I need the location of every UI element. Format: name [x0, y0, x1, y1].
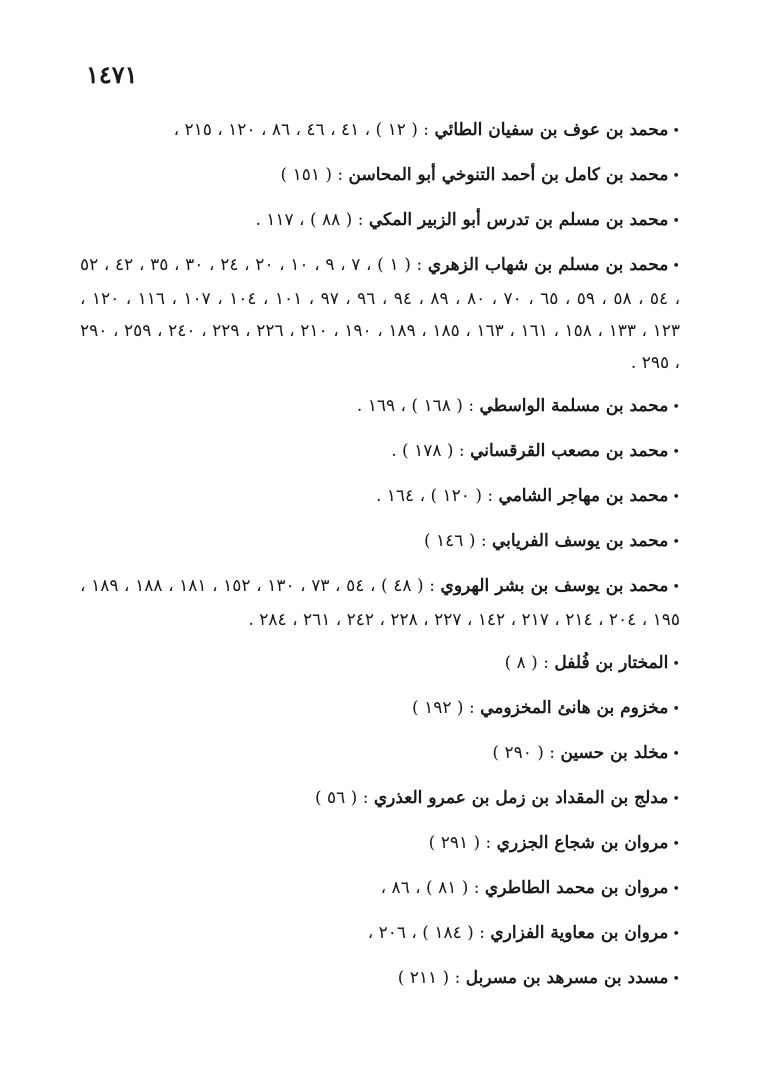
bullet-icon: •	[672, 792, 680, 807]
index-entry	[80, 570, 680, 636]
entry-references: : ( ٥٦ )	[314, 788, 374, 808]
entry-references: : ( ١٩٢ )	[412, 698, 481, 718]
page-number: ١٤٧١	[86, 60, 138, 89]
bullet-icon: •	[672, 580, 681, 595]
narrator-name: مخزوم بن هانئ المخزومي	[480, 698, 669, 718]
index-entry	[80, 782, 680, 816]
narrator-name: مروان بن معاوية الفزاري	[490, 923, 669, 943]
narrator-name: محمد بن يوسف الفريابي	[492, 531, 669, 551]
narrator-name: مخلد بن حسين	[560, 743, 669, 763]
entry-references: : ( ١ ) ، ٧ ، ٩ ، ١٠ ، ٢٠ ، ٢٤ ، ٣٠ ، ٣٥ ، ٤٢ ، ٥٢ ، ٥٤ ، ٥٨ ، ٥٩ ، ٦٥ ، ٧٠ ، ٨٠ ، ٨٩ ، ٩٤ ، ٩٦ ، ٩٧ ، ١٠١ ، ١٠٤ ، ١٠٧ ، ١١٦ ، ١٢٠ ، ١٢٣ ، ١٣٣ ، ١٥٨ ، ١٦١ ، ١٦٣ ، ١٨٥ ، ١٨٩ ، ١٩٠ ، ٢١٠ ، ٢٢٦ ، ٢٢٩ ، ٢٤٠ ، ٢٥٩ ، ٢٩٠ ، ٢٩٥ .	[80, 255, 681, 373]
index-entry	[80, 204, 680, 238]
narrator-name: مسدد بن مسرهد بن مسربل	[465, 968, 669, 988]
narrator-name: مروان بن محمد الطاطري	[484, 878, 669, 898]
index-entry	[80, 390, 680, 424]
bullet-icon: •	[672, 214, 680, 229]
entry-references: : ( ١٨٤ ) ، ٢٠٦ ،	[367, 923, 491, 943]
narrator-name: محمد بن يوسف بن بشر الهروي	[440, 576, 669, 596]
bullet-icon: •	[672, 445, 680, 460]
entry-references: : ( ١٢ ) ، ٤١ ، ٤٦ ، ٨٦ ، ١٢٠ ، ٢١٥ ،	[173, 120, 435, 140]
narrator-name: محمد بن مصعب القرقساني	[470, 441, 669, 461]
narrator-name: محمد بن مسلم بن تدرس أبو الزبير المكي	[368, 210, 669, 230]
bullet-icon: •	[672, 169, 680, 184]
index-entry	[80, 692, 680, 726]
entry-references: : ( ٢١١ )	[397, 968, 466, 988]
index-entry	[80, 435, 680, 469]
bullet-icon: •	[672, 702, 680, 717]
index-entry	[80, 114, 680, 148]
narrator-name: محمد بن كامل بن أحمد التنوخي أبو المحاسن	[348, 165, 669, 185]
entry-references: : ( ١٢٠ ) ، ١٦٤ .	[375, 486, 499, 506]
index-entry	[80, 827, 680, 861]
bullet-icon: •	[672, 837, 680, 852]
index-entry	[80, 647, 680, 681]
entry-references: : ( ٢٩٠ )	[492, 743, 561, 763]
narrator-name: محمد بن مسلم بن شهاب الزهري	[427, 255, 669, 275]
entry-references: : ( ١٧٨ ) .	[391, 441, 471, 461]
bullet-icon: •	[672, 124, 680, 139]
index-entry	[80, 249, 680, 379]
narrator-name: محمد بن مسلمة الواسطي	[479, 396, 669, 416]
bullet-icon: •	[672, 490, 680, 505]
entry-references: : ( ١٥١ )	[280, 165, 349, 185]
bullet-icon: •	[672, 400, 680, 415]
bullet-icon: •	[672, 259, 680, 274]
narrator-name: المختار بن فُلفل	[554, 653, 669, 673]
index-entry	[80, 872, 680, 906]
index-entry	[80, 737, 680, 771]
narrator-name: محمد بن عوف بن سفيان الطائي	[434, 120, 669, 140]
narrator-name: مدلج بن المقداد بن زمل بن عمرو العذري	[373, 788, 669, 808]
bullet-icon: •	[672, 972, 680, 987]
bullet-icon: •	[672, 882, 680, 897]
entry-references: : ( ٤٨ ) ، ٥٤ ، ٧٣ ، ١٣٠ ، ١٥٢ ، ١٨١ ، ١٨٨ ، ١٨٩ ، ١٩٥ ، ٢٠٤ ، ٢١٤ ، ٢١٧ ، ١٤٢ ، ٢٢٧ ، ٢٢٨ ، ٢٤٢ ، ٢٦١ ، ٢٨٤ .	[80, 576, 680, 630]
index-entries	[80, 114, 680, 1007]
entry-references: : ( ٢٩١ )	[428, 833, 497, 853]
index-entry	[80, 525, 680, 559]
narrator-name: مروان بن شجاع الجزري	[496, 833, 669, 853]
entry-references: : ( ١٦٨ ) ، ١٦٩ .	[356, 396, 480, 416]
bullet-icon: •	[672, 927, 680, 942]
index-entry	[80, 962, 680, 996]
bullet-icon: •	[672, 535, 680, 550]
narrator-name: محمد بن مهاجر الشامي	[498, 486, 669, 506]
index-entry	[80, 917, 680, 951]
bullet-icon: •	[672, 747, 680, 762]
entry-references: : ( ٨٨ ) ، ١١٧ .	[255, 210, 369, 230]
index-entry	[80, 480, 680, 514]
entry-references: : ( ١٤٦ )	[423, 531, 493, 551]
entry-references: : ( ٨ )	[504, 653, 555, 673]
index-entry	[80, 159, 680, 193]
entry-references: : ( ٨١ ) ، ٨٦ ،	[380, 878, 485, 898]
bullet-icon: •	[672, 657, 680, 672]
